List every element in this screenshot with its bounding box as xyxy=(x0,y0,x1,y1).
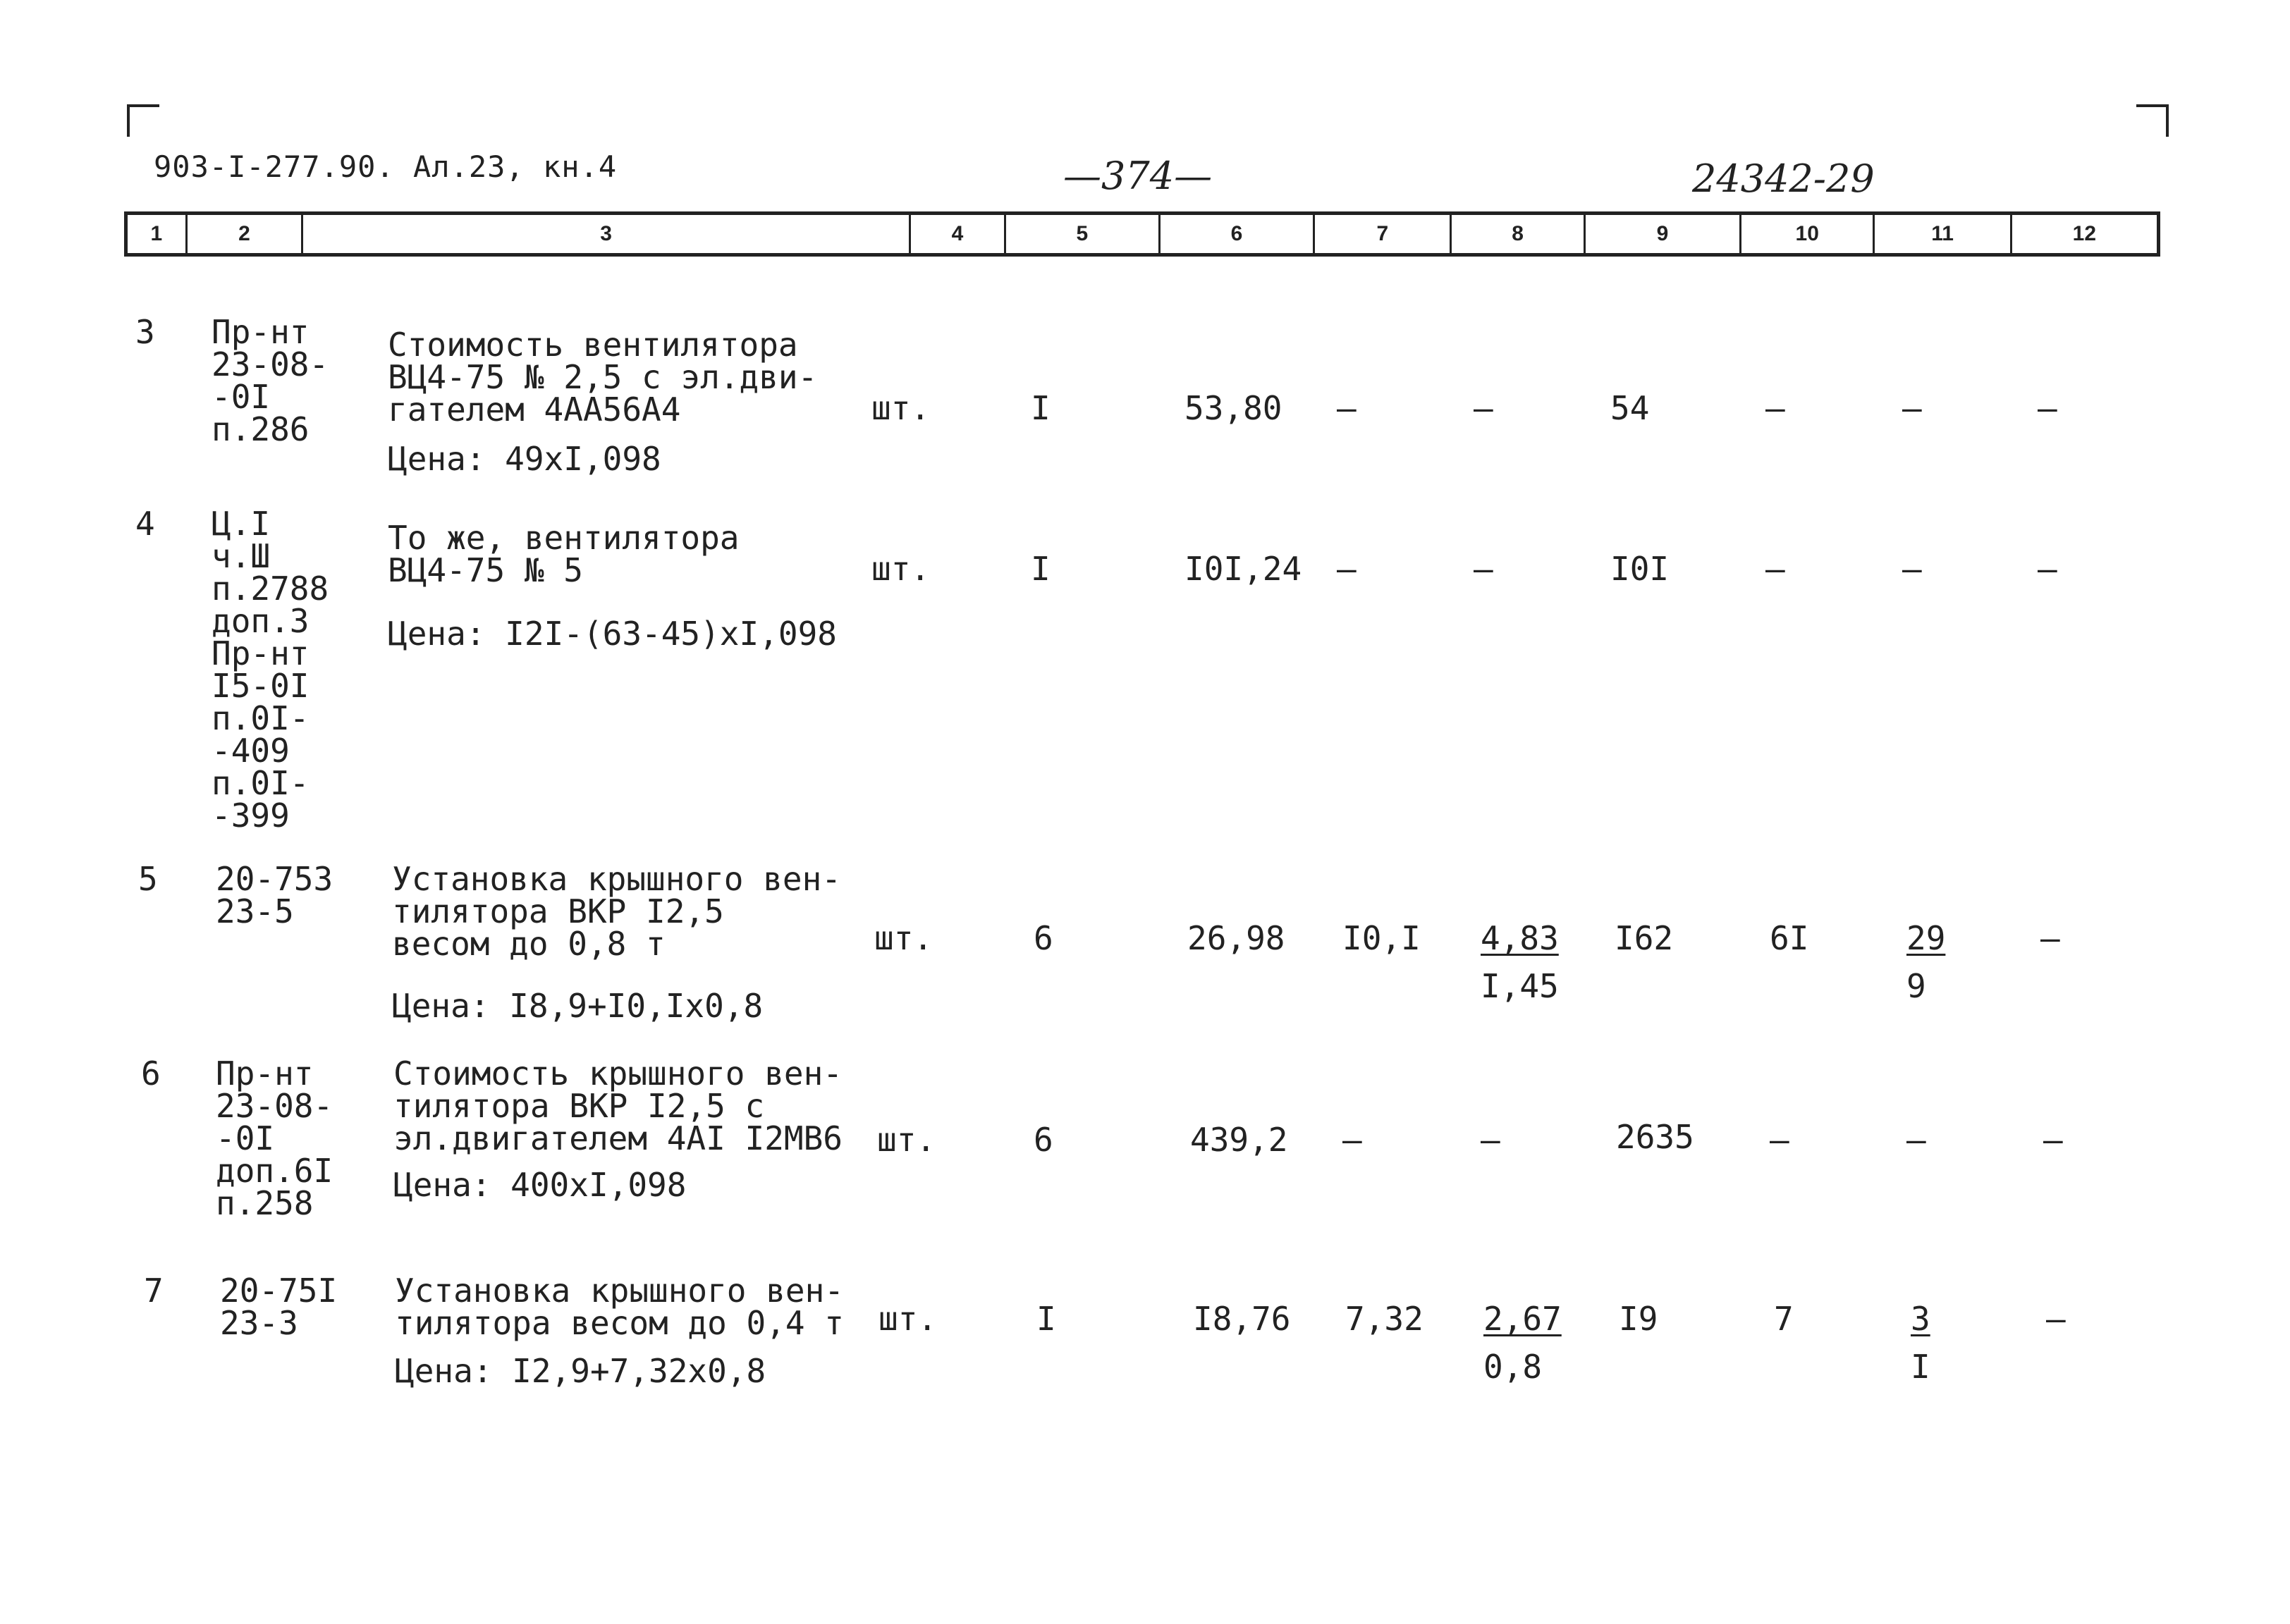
column-header: 2 xyxy=(188,215,303,253)
col10-value: 6I xyxy=(1770,919,1809,957)
col7-value: – xyxy=(1342,1121,1362,1159)
norm-code: Ц.I ч.Ш п.2788 доп.3 Пр-нт I5-0I п.0I- -409 п.0I- -399 xyxy=(212,505,329,835)
norm-code: 20-753 23-5 xyxy=(216,860,333,930)
col6-value: 439,2 xyxy=(1190,1121,1288,1159)
col8-value: – xyxy=(1474,389,1493,427)
unit: шт. xyxy=(874,919,933,957)
column-header: 5 xyxy=(1006,215,1161,253)
row-number: 7 xyxy=(144,1272,164,1310)
col8-value: 2,67 xyxy=(1483,1300,1562,1338)
col7-value: – xyxy=(1337,550,1357,588)
column-header: 8 xyxy=(1452,215,1585,253)
col11-value: 3 xyxy=(1911,1300,1930,1338)
col10-value: – xyxy=(1765,550,1785,588)
col12-value: – xyxy=(2038,550,2057,588)
col11-value: – xyxy=(1902,550,1922,588)
col8-value: – xyxy=(1474,550,1493,588)
col8-value: 4,83 xyxy=(1481,919,1559,957)
work-description: То же, вентилятора ВЦ4-75 № 5 xyxy=(388,519,740,589)
col8-subvalue: 0,8 xyxy=(1483,1348,1543,1386)
unit: шт. xyxy=(877,1121,936,1159)
col7-value: – xyxy=(1337,389,1357,427)
row-number: 6 xyxy=(141,1054,161,1093)
col11-value: – xyxy=(1902,389,1922,427)
col12-value: – xyxy=(2040,919,2060,957)
col9-value: I0I xyxy=(1610,550,1670,588)
col9-value: 54 xyxy=(1610,389,1650,427)
unit: шт. xyxy=(871,550,931,588)
col7-value: 7,32 xyxy=(1345,1300,1423,1338)
col11-subvalue: 9 xyxy=(1906,967,1926,1005)
price-formula: Цена: 49хI,098 xyxy=(388,440,661,478)
work-description: Стоимость вентилятора ВЦ4-75 № 2,5 с эл.дви- гателем 4АА56А4 xyxy=(388,326,818,429)
col6-value: 53,80 xyxy=(1184,389,1282,427)
col11-value: 29 xyxy=(1906,919,1946,957)
column-header: 1 xyxy=(128,215,188,253)
norm-code: Пр-нт 23-08- -0I п.286 xyxy=(212,313,329,448)
norm-code: Пр-нт 23-08- -0I доп.6I п.258 xyxy=(216,1054,333,1222)
column-header: 7 xyxy=(1315,215,1452,253)
quantity: I xyxy=(1036,1300,1056,1338)
col9-value: 2635 xyxy=(1616,1118,1694,1156)
work-description: Стоимость крышного вен- тилятора ВКР I2,5 с эл.двигателем 4АI I2МВ6 xyxy=(393,1054,843,1157)
price-formula: Цена: 400хI,098 xyxy=(393,1166,687,1204)
col8-subvalue: I,45 xyxy=(1481,967,1559,1005)
row-number: 4 xyxy=(135,505,155,543)
col10-value: 7 xyxy=(1774,1300,1794,1338)
column-header: 12 xyxy=(2072,222,2097,245)
doc-reference: 903-I-277.90. Ал.23, кн.4 xyxy=(154,149,618,184)
price-formula: Цена: I8,9+I0,Iх0,8 xyxy=(392,987,764,1025)
work-description: Установка крышного вен- тилятора ВКР I2,5 весом до 0,8 т xyxy=(392,860,841,963)
column-number-row xyxy=(124,211,2160,257)
col10-value: – xyxy=(1770,1121,1789,1159)
page-number: —374— xyxy=(1063,154,1213,198)
column-header: 3 xyxy=(303,215,911,253)
unit: шт. xyxy=(878,1300,938,1338)
col11-value: – xyxy=(1906,1121,1926,1159)
column-header: 4 xyxy=(911,215,1006,253)
col12-value: – xyxy=(2046,1300,2066,1338)
col12-value: – xyxy=(2043,1121,2063,1159)
col11-subvalue: I xyxy=(1911,1348,1930,1386)
norm-code: 20-75I 23-3 xyxy=(220,1272,338,1342)
row-number: 5 xyxy=(138,860,158,898)
doc-number: 24342-29 xyxy=(1692,156,1875,201)
row-number: 3 xyxy=(135,313,155,351)
price-formula: Цена: I2,9+7,32х0,8 xyxy=(395,1352,766,1390)
unit: шт. xyxy=(871,389,931,427)
quantity: I xyxy=(1031,389,1051,427)
quantity: I xyxy=(1031,550,1051,588)
quantity: 6 xyxy=(1034,1121,1053,1159)
corner-mark-top-right xyxy=(2136,104,2169,137)
col6-value: 26,98 xyxy=(1187,919,1285,957)
col12-value: – xyxy=(2038,389,2057,427)
quantity: 6 xyxy=(1034,919,1053,957)
col6-value: I0I,24 xyxy=(1184,550,1302,588)
col8-value: – xyxy=(1481,1121,1500,1159)
col6-value: I8,76 xyxy=(1193,1300,1291,1338)
col9-value: I62 xyxy=(1615,919,1674,957)
column-header: 10 xyxy=(1741,215,1875,253)
col9-value: I9 xyxy=(1619,1300,1658,1338)
column-header: 11 xyxy=(1875,215,2012,253)
work-description: Установка крышного вен- тилятора весом до 0,4 т xyxy=(395,1272,844,1342)
col10-value: – xyxy=(1765,389,1785,427)
column-header: 9 xyxy=(1586,215,1741,253)
col7-value: I0,I xyxy=(1342,919,1421,957)
price-formula: Цена: I2I-(63-45)хI,098 xyxy=(388,615,837,653)
corner-mark-top-left xyxy=(127,104,159,137)
column-header: 6 xyxy=(1161,215,1315,253)
